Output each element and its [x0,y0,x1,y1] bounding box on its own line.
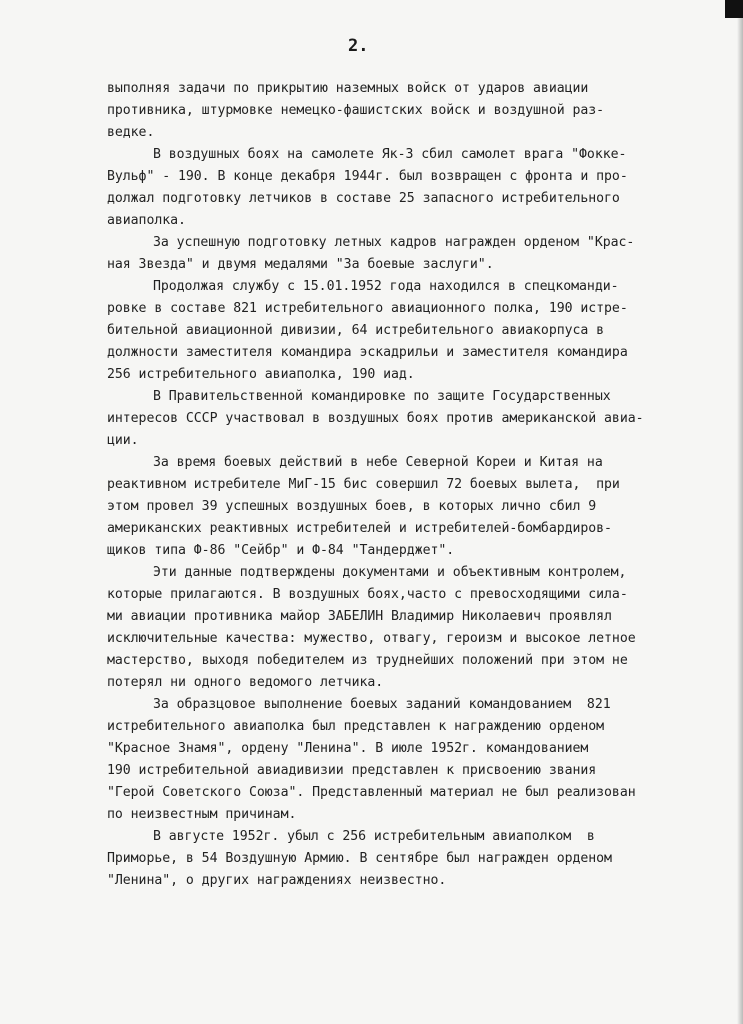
text-line: "Герой Советского Союза". Представленный материал не был реализован [107,785,636,800]
text-line: противника, штурмовке немецко-фашистских войск и воздушной раз- [107,103,605,118]
text-line: авиаполка. [107,213,186,228]
text-line: ровке в составе 821 истребительного авиационного полка, 190 истре- [107,301,628,316]
text-line: щиков типа Ф-86 "Сейбр" и Ф-84 "Тандерджет". [107,543,455,558]
text-line: Продолжая службу с 15.01.1952 года находился в спецкоманди- [153,279,619,294]
text-line: по неизвестным причинам. [107,807,297,822]
text-line: реактивном истребителе МиГ-15 бис совершил 72 боевых вылета, при [107,477,620,492]
text-line: этом провел 39 успешных воздушных боев, в которых лично сбил 9 [107,499,597,514]
text-line: американских реактивных истребителей и истребителей-бомбардиров- [107,521,612,536]
text-line: ная Звезда" и двумя медалями "За боевые заслуги". [107,257,494,272]
text-line: ции. [107,433,139,448]
text-line: 256 истребительного авиаполка, 190 иад. [107,367,415,382]
text-line: За успешную подготовку летных кадров награжден орденом "Крас- [153,235,635,250]
scan-corner-mark [725,0,743,18]
text-line: За время боевых действий в небе Северной Кореи и Китая на [153,455,603,470]
text-line: ми авиации противника майор ЗАБЕЛИН Владимир Николаевич проявлял [107,609,612,624]
text-line: "Ленина", о других награждениях неизвестно. [107,873,447,888]
text-line: бительной авиационной дивизии, 64 истребительного авиакорпуса в [107,323,605,338]
text-line: Вульф" - 190. В конце декабря 1944г. был возвращен с фронта и про- [107,169,628,184]
text-line: которые прилагаются. В воздушных боях,часто с превосходящими сила- [107,587,628,602]
text-line: Приморье, в 54 Воздушную Армию. В сентябре был награжден орденом [107,851,612,866]
text-line: "Красное Знамя", ордену "Ленина". В июле 1952г. командованием [107,741,589,756]
text-line: В Правительственной командировке по защите Государственных [153,389,611,404]
text-line: мастерство, выходя победителем из труднейших положений при этом не [107,653,628,668]
document-body [107,78,703,892]
text-line: ведке. [107,125,155,140]
text-line: За образцовое выполнение боевых заданий командованием 821 [153,697,611,712]
text-line: В воздушных боях на самолете Як-3 сбил самолет врага "Фокке- [153,147,627,162]
text-line: исключительные качества: мужество, отвагу, героизм и высокое летное [107,631,636,646]
text-line: истребительного авиаполка был представлен к награждению орденом [107,719,605,734]
text-line: потерял ни одного ведомого летчика. [107,675,384,690]
text-line: должности заместителя командира эскадрильи и заместителя командира [107,345,628,360]
text-line: интересов СССР участвовал в воздушных боях против американской авиа- [107,411,644,426]
text-line: должал подготовку летчиков в составе 25 запасного истребительного [107,191,620,206]
text-line: выполняя задачи по прикрытию наземных войск от ударов авиации [107,81,589,96]
text-line: Эти данные подтверждены документами и объективным контролем, [153,565,627,580]
page-number: 2. [348,36,369,56]
scan-edge-shadow [737,0,743,1024]
text-line: 190 истребительной авиадивизии представлен к присвоению звания [107,763,597,778]
text-line: В августе 1952г. убыл с 256 истребительным авиаполком в [153,829,595,844]
